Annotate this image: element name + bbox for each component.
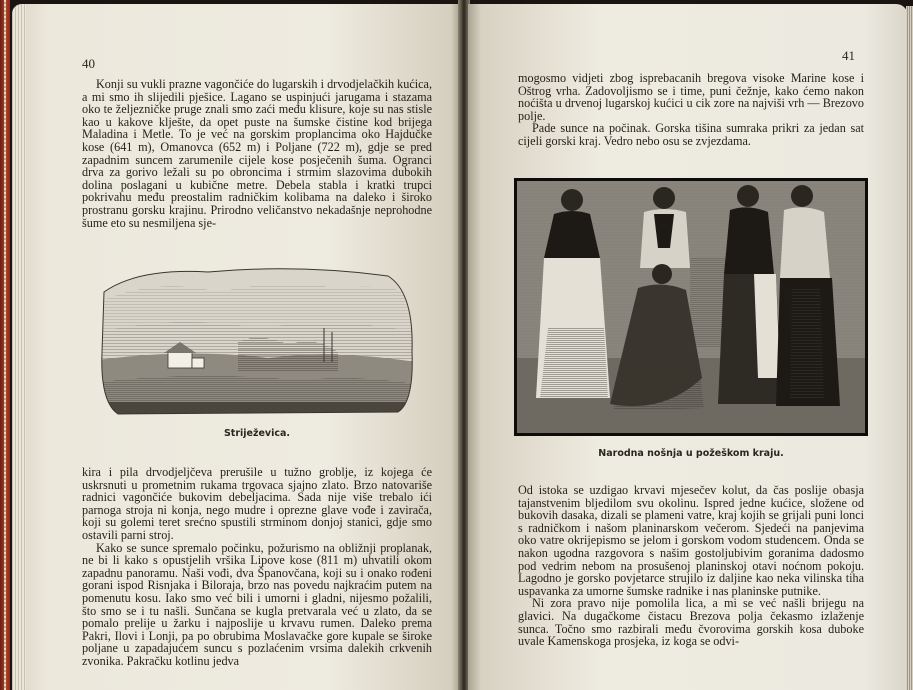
left-top-text <box>82 78 432 229</box>
left-figure-caption: Striježevica. <box>223 428 291 439</box>
women-in-costume-photo <box>514 178 868 436</box>
right-top-text <box>518 72 864 148</box>
page-stack-edge <box>906 6 913 690</box>
right-bottom-paragraph-2: Ni zora pravo nije pomolila lica, a mi se već našli brijegu na glavici. Na dugačkome čistacu Brezova polja čekasmo izlaženje sunca. Točno smo razbirali među čvorovima gorskih kosa duboke uvale Kamenskoga prosjeka, iz koga se odvi- <box>518 596 864 649</box>
right-bottom-text <box>518 484 864 648</box>
right-figure-caption: Narodna nošnja u požeškom kraju. <box>598 448 784 459</box>
right-top-paragraph-1: mogosmo vidjeti zbog isprebacanih bregova visoke Marine kose i Oštrog vrha. Zadovoljismo se i time, puni čežnje, kako ćemo nakon noćišta u drvenoj lugarskoj kućici u cik zore na najviši vrh — Brezovo polje. <box>518 71 864 123</box>
page-number-left: 40 <box>82 56 95 71</box>
right-top-paragraph-2: Pade sunce na počinak. Gorska tišina sumraka prikri za jedan sat cijeli gorski kraj. Vedro nebo osu se zvjezdama. <box>518 121 864 148</box>
left-bottom-paragraph-1: kira i pila drvodjeljčeva prerušile u tužno groblje, iz kojega će uskrsnuti u prometnim rukama trgovaca sjajno zlato. Brzo natovariše radnici vagončiće bukovim debeljacima. Sada nije više trebalo ići parnoga stroja ni konja, nego mudre i oprezne glave vođe i zavirača, koji su golemi teret srećno spustili strminom donjoj stanici, gdje smo ostavili parni stroj. <box>82 465 432 542</box>
left-bottom-paragraph-2: Kako se sunce spremalo počinku, požurismo na obližnji proplanak, ne bi li kako s opustjelih vršika Lipove kose (811 m) uhvatili okom zapadnu panoramu. Naši vođi, dva Španovčana, koji su i onako rođeni gorani ispod Risnjaka i Biloraja, brzo nas povedu najkraćim putem na pomenutu kosu. Iako smo već bili i umorni i gladni, nijesmo požalili, što smo se i tu našli. Sunčana se kugla pretvarala već u zlato, da se pomalo prelije u žarku i najposlije u krvavu rumen. Daleko prema Pakri, Ilovi i Lonji, pa po obrubima Moslavačke gore kupale se široke poljane u zapadajućem suncu s pozlaćenim vrsima dalekih crkvenih zvonika. Pakračku kotlinu jedva <box>82 540 432 668</box>
book-spine-edge <box>0 0 10 690</box>
right-bottom-paragraph-1: Od istoka se uzdigao krvavi mjesečev kolut, da čas poslije obasja tajanstvenim bljedilom svu okolinu. Ispred jedne kućice, složene od bukovih dasaka, dizali se plameni vatre, kraj kojih se grijali puni lonci s radničkom i našom planinarskom večerom. Sjedeći na panjevima oko vatre okrijepismo se jelom i gorskom vodom studencem. Onda se nakon ugodna razgovora s našim gostoljubivim goranima dadosmo pod vedrim nebom na prosušenoj planinskoj otavi noćnom pokoju. Lagodno je gorsko povjetarce strujilo iz daljine kao neka vilinska tiha uspavanka za umorne šumske radnike i nas planinske putnike. <box>518 483 864 598</box>
strijezevica-engraving <box>98 262 416 418</box>
folk-costume-photo <box>514 178 868 436</box>
left-page <box>12 4 460 690</box>
landscape-illustration <box>98 262 416 418</box>
page-number-right: 41 <box>842 48 855 63</box>
right-page <box>468 4 908 690</box>
left-top-paragraph: Konji su vukli prazne vagončiće do lugarskih i drvodjelačkih kućica, a mi smo ih slijedili pješice. Lagano se uspinjući jarugama i stazama oko te željezničke pruge znali smo zaći među klisure, koje su nas stisle kao u kakove klješte, da opet puste na šumske čistine kod brijega Maladina i Metle. To je već na gorskim proplancima oko Hajdučke kose (641 m), Omanovca (652 m) i Poljane (722 m), gdje se pred zapadnim suncem zarumenile cijele kose posječenih šuma. Ogranci drva za gorivo ležali su po obroncima i strmim slazovima dubokih dolina poslagani u kubične metre. Debela stabla i kratki trupci pokrivahu među preostalim radničkim kolibama na daleko i široko prostranu gorsku krajinu. Prirodno veličanstvo nekadašnje neprohodne šume eto su nesmiljena sje- <box>82 77 432 230</box>
left-bottom-text <box>82 466 432 668</box>
